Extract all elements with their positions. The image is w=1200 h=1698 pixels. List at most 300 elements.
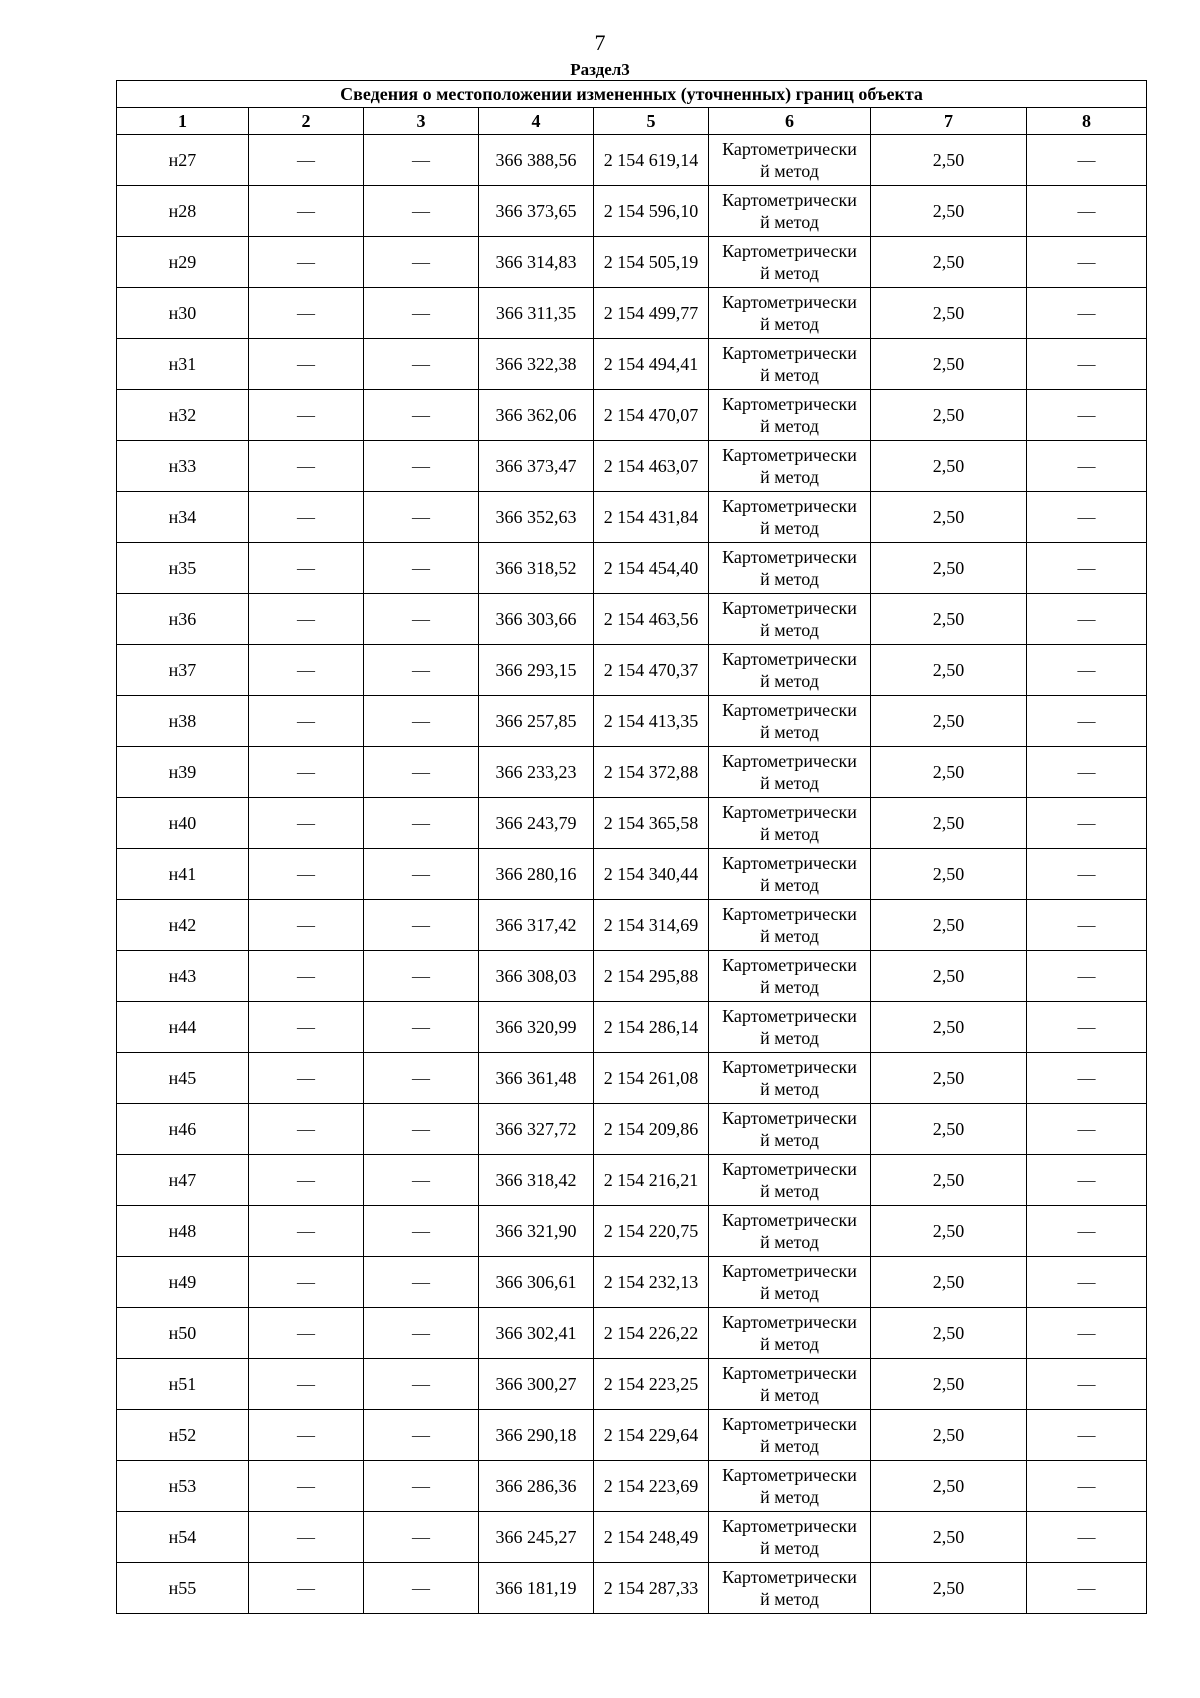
empty-dash-cell: — [1027, 951, 1147, 1002]
point-name-cell: н43 [117, 951, 249, 1002]
table-caption-row [117, 81, 1147, 108]
method-text-line-2: й метод [760, 926, 819, 946]
empty-dash-cell: — [249, 543, 364, 594]
method-cell [709, 543, 871, 594]
empty-dash-cell: — [364, 1155, 479, 1206]
empty-dash-cell: — [364, 186, 479, 237]
method-cell [709, 1155, 871, 1206]
point-name-cell: н46 [117, 1104, 249, 1155]
point-name-cell: н39 [117, 747, 249, 798]
empty-dash-cell: — [364, 1053, 479, 1104]
x-coordinate-cell: 366 257,85 [479, 696, 594, 747]
method-text-line-2: й метод [760, 1232, 819, 1252]
precision-cell: 2,50 [871, 441, 1027, 492]
empty-dash-cell: — [364, 1563, 479, 1614]
empty-dash-cell: — [249, 798, 364, 849]
x-coordinate-cell: 366 388,56 [479, 135, 594, 186]
table-caption: Сведения о местоположении измененных (уточненных) границ объекта [117, 81, 1147, 108]
method-cell [709, 849, 871, 900]
x-coordinate-cell: 366 293,15 [479, 645, 594, 696]
method-text-line-1: Картометрически [722, 1057, 857, 1077]
point-name-cell: н27 [117, 135, 249, 186]
x-coordinate-cell: 366 280,16 [479, 849, 594, 900]
y-coordinate-cell: 2 154 286,14 [594, 1002, 709, 1053]
method-text-line-2: й метод [760, 1181, 819, 1201]
empty-dash-cell: — [249, 1155, 364, 1206]
empty-dash-cell: — [1027, 645, 1147, 696]
method-text-line-2: й метод [760, 1130, 819, 1150]
method-text-line-1: Картометрически [722, 1108, 857, 1128]
table-row [117, 390, 1147, 441]
empty-dash-cell: — [1027, 594, 1147, 645]
empty-dash-cell: — [364, 1461, 479, 1512]
table-row [117, 441, 1147, 492]
y-coordinate-cell: 2 154 619,14 [594, 135, 709, 186]
point-name-cell: н44 [117, 1002, 249, 1053]
table-row [117, 951, 1147, 1002]
table-row [117, 1257, 1147, 1308]
empty-dash-cell: — [1027, 339, 1147, 390]
method-text-line-1: Картометрически [722, 1159, 857, 1179]
y-coordinate-cell: 2 154 454,40 [594, 543, 709, 594]
y-coordinate-cell: 2 154 470,37 [594, 645, 709, 696]
empty-dash-cell: — [249, 441, 364, 492]
x-coordinate-cell: 366 373,47 [479, 441, 594, 492]
y-coordinate-cell: 2 154 340,44 [594, 849, 709, 900]
column-number: 1 [117, 108, 249, 135]
precision-cell: 2,50 [871, 1461, 1027, 1512]
empty-dash-cell: — [249, 1410, 364, 1461]
method-text-line-1: Картометрически [722, 1363, 857, 1383]
empty-dash-cell: — [249, 900, 364, 951]
y-coordinate-cell: 2 154 209,86 [594, 1104, 709, 1155]
column-number: 8 [1027, 108, 1147, 135]
method-text-line-1: Картометрически [722, 1210, 857, 1230]
empty-dash-cell: — [249, 135, 364, 186]
point-name-cell: н34 [117, 492, 249, 543]
table-row [117, 492, 1147, 543]
table-row [117, 1410, 1147, 1461]
point-name-cell: н37 [117, 645, 249, 696]
table-row [117, 645, 1147, 696]
method-text-line-2: й метод [760, 671, 819, 691]
point-name-cell: н35 [117, 543, 249, 594]
point-name-cell: н54 [117, 1512, 249, 1563]
x-coordinate-cell: 366 327,72 [479, 1104, 594, 1155]
y-coordinate-cell: 2 154 431,84 [594, 492, 709, 543]
method-text-line-1: Картометрически [722, 1261, 857, 1281]
empty-dash-cell: — [249, 1308, 364, 1359]
empty-dash-cell: — [1027, 849, 1147, 900]
empty-dash-cell: — [1027, 1155, 1147, 1206]
method-cell [709, 798, 871, 849]
method-text-line-2: й метод [760, 569, 819, 589]
empty-dash-cell: — [364, 696, 479, 747]
precision-cell: 2,50 [871, 747, 1027, 798]
column-number: 3 [364, 108, 479, 135]
precision-cell: 2,50 [871, 696, 1027, 747]
precision-cell: 2,50 [871, 492, 1027, 543]
empty-dash-cell: — [1027, 1410, 1147, 1461]
precision-cell: 2,50 [871, 288, 1027, 339]
x-coordinate-cell: 366 373,65 [479, 186, 594, 237]
precision-cell: 2,50 [871, 1257, 1027, 1308]
method-text-line-1: Картометрически [722, 547, 857, 567]
empty-dash-cell: — [1027, 696, 1147, 747]
x-coordinate-cell: 366 233,23 [479, 747, 594, 798]
y-coordinate-cell: 2 154 287,33 [594, 1563, 709, 1614]
table-row [117, 1359, 1147, 1410]
method-text-line-1: Картометрически [722, 139, 857, 159]
point-name-cell: н50 [117, 1308, 249, 1359]
precision-cell: 2,50 [871, 645, 1027, 696]
method-text-line-2: й метод [760, 1538, 819, 1558]
point-name-cell: н29 [117, 237, 249, 288]
empty-dash-cell: — [1027, 1563, 1147, 1614]
table-row [117, 696, 1147, 747]
method-cell [709, 1410, 871, 1461]
y-coordinate-cell: 2 154 499,77 [594, 288, 709, 339]
point-name-cell: н31 [117, 339, 249, 390]
y-coordinate-cell: 2 154 261,08 [594, 1053, 709, 1104]
empty-dash-cell: — [364, 1410, 479, 1461]
y-coordinate-cell: 2 154 223,69 [594, 1461, 709, 1512]
point-name-cell: н52 [117, 1410, 249, 1461]
method-text-line-1: Картометрически [722, 904, 857, 924]
empty-dash-cell: — [249, 747, 364, 798]
precision-cell: 2,50 [871, 339, 1027, 390]
empty-dash-cell: — [249, 951, 364, 1002]
precision-cell: 2,50 [871, 1563, 1027, 1614]
y-coordinate-cell: 2 154 463,56 [594, 594, 709, 645]
method-cell [709, 237, 871, 288]
method-cell [709, 1461, 871, 1512]
empty-dash-cell: — [364, 135, 479, 186]
point-name-cell: н41 [117, 849, 249, 900]
empty-dash-cell: — [1027, 543, 1147, 594]
method-cell [709, 492, 871, 543]
table-row [117, 1002, 1147, 1053]
point-name-cell: н40 [117, 798, 249, 849]
y-coordinate-cell: 2 154 216,21 [594, 1155, 709, 1206]
x-coordinate-cell: 366 245,27 [479, 1512, 594, 1563]
method-text-line-2: й метод [760, 824, 819, 844]
method-text-line-2: й метод [760, 1334, 819, 1354]
precision-cell: 2,50 [871, 1155, 1027, 1206]
x-coordinate-cell: 366 352,63 [479, 492, 594, 543]
empty-dash-cell: — [364, 645, 479, 696]
method-cell [709, 441, 871, 492]
table-row [117, 747, 1147, 798]
x-coordinate-cell: 366 303,66 [479, 594, 594, 645]
empty-dash-cell: — [249, 237, 364, 288]
table-row [117, 1308, 1147, 1359]
empty-dash-cell: — [249, 696, 364, 747]
x-coordinate-cell: 366 286,36 [479, 1461, 594, 1512]
x-coordinate-cell: 366 320,99 [479, 1002, 594, 1053]
point-name-cell: н33 [117, 441, 249, 492]
empty-dash-cell: — [1027, 1104, 1147, 1155]
x-coordinate-cell: 366 321,90 [479, 1206, 594, 1257]
y-coordinate-cell: 2 154 463,07 [594, 441, 709, 492]
method-text-line-2: й метод [760, 977, 819, 997]
empty-dash-cell: — [249, 1359, 364, 1410]
method-text-line-1: Картометрически [722, 802, 857, 822]
precision-cell: 2,50 [871, 1512, 1027, 1563]
empty-dash-cell: — [364, 288, 479, 339]
empty-dash-cell: — [364, 1512, 479, 1563]
page-number: 7 [594, 30, 606, 55]
empty-dash-cell: — [1027, 492, 1147, 543]
table-row [117, 594, 1147, 645]
precision-cell: 2,50 [871, 543, 1027, 594]
method-cell [709, 1053, 871, 1104]
empty-dash-cell: — [1027, 1257, 1147, 1308]
empty-dash-cell: — [249, 645, 364, 696]
table-row [117, 1155, 1147, 1206]
method-cell [709, 1308, 871, 1359]
method-text-line-2: й метод [760, 875, 819, 895]
empty-dash-cell: — [1027, 1461, 1147, 1512]
method-text-line-1: Картометрически [722, 292, 857, 312]
point-name-cell: н42 [117, 900, 249, 951]
empty-dash-cell: — [249, 1563, 364, 1614]
y-coordinate-cell: 2 154 596,10 [594, 186, 709, 237]
table-body [117, 135, 1147, 1614]
method-text-line-1: Картометрически [722, 649, 857, 669]
point-name-cell: н36 [117, 594, 249, 645]
table-row [117, 1206, 1147, 1257]
y-coordinate-cell: 2 154 229,64 [594, 1410, 709, 1461]
empty-dash-cell: — [1027, 747, 1147, 798]
method-cell [709, 696, 871, 747]
method-text-line-2: й метод [760, 212, 819, 232]
precision-cell: 2,50 [871, 594, 1027, 645]
method-text-line-2: й метод [760, 263, 819, 283]
empty-dash-cell: — [249, 849, 364, 900]
point-name-cell: н51 [117, 1359, 249, 1410]
method-text-line-2: й метод [760, 467, 819, 487]
empty-dash-cell: — [364, 594, 479, 645]
x-coordinate-cell: 366 302,41 [479, 1308, 594, 1359]
y-coordinate-cell: 2 154 295,88 [594, 951, 709, 1002]
empty-dash-cell: — [1027, 1308, 1147, 1359]
table-row [117, 1512, 1147, 1563]
y-coordinate-cell: 2 154 365,58 [594, 798, 709, 849]
method-cell [709, 645, 871, 696]
precision-cell: 2,50 [871, 390, 1027, 441]
y-coordinate-cell: 2 154 372,88 [594, 747, 709, 798]
x-coordinate-cell: 366 311,35 [479, 288, 594, 339]
table-row [117, 1461, 1147, 1512]
empty-dash-cell: — [364, 951, 479, 1002]
empty-dash-cell: — [1027, 288, 1147, 339]
point-name-cell: н47 [117, 1155, 249, 1206]
empty-dash-cell: — [364, 339, 479, 390]
empty-dash-cell: — [1027, 390, 1147, 441]
empty-dash-cell: — [364, 900, 479, 951]
empty-dash-cell: — [364, 747, 479, 798]
x-coordinate-cell: 366 290,18 [479, 1410, 594, 1461]
precision-cell: 2,50 [871, 900, 1027, 951]
method-text-line-2: й метод [760, 1436, 819, 1456]
method-text-line-1: Картометрически [722, 241, 857, 261]
y-coordinate-cell: 2 154 505,19 [594, 237, 709, 288]
empty-dash-cell: — [249, 339, 364, 390]
column-number: 6 [709, 108, 871, 135]
method-cell [709, 186, 871, 237]
method-cell [709, 951, 871, 1002]
method-text-line-1: Картометрически [722, 394, 857, 414]
precision-cell: 2,50 [871, 186, 1027, 237]
y-coordinate-cell: 2 154 226,22 [594, 1308, 709, 1359]
table-row [117, 1053, 1147, 1104]
y-coordinate-cell: 2 154 494,41 [594, 339, 709, 390]
x-coordinate-cell: 366 317,42 [479, 900, 594, 951]
empty-dash-cell: — [249, 492, 364, 543]
method-text-line-1: Картометрически [722, 598, 857, 618]
boundary-coordinates-table [116, 80, 1147, 1614]
method-text-line-2: й метод [760, 1283, 819, 1303]
method-text-line-1: Картометрически [722, 751, 857, 771]
empty-dash-cell: — [364, 1002, 479, 1053]
point-name-cell: н53 [117, 1461, 249, 1512]
empty-dash-cell: — [249, 1053, 364, 1104]
point-name-cell: н55 [117, 1563, 249, 1614]
method-cell [709, 900, 871, 951]
method-cell [709, 390, 871, 441]
method-text-line-1: Картометрически [722, 343, 857, 363]
point-name-cell: н45 [117, 1053, 249, 1104]
table-row [117, 1104, 1147, 1155]
empty-dash-cell: — [1027, 1512, 1147, 1563]
method-text-line-1: Картометрически [722, 1567, 857, 1587]
x-coordinate-cell: 366 362,06 [479, 390, 594, 441]
method-text-line-1: Картометрически [722, 955, 857, 975]
method-text-line-2: й метод [760, 1487, 819, 1507]
empty-dash-cell: — [364, 543, 479, 594]
empty-dash-cell: — [249, 1002, 364, 1053]
method-text-line-2: й метод [760, 161, 819, 181]
x-coordinate-cell: 366 181,19 [479, 1563, 594, 1614]
method-text-line-1: Картометрически [722, 853, 857, 873]
empty-dash-cell: — [364, 849, 479, 900]
method-cell [709, 1206, 871, 1257]
method-text-line-2: й метод [760, 1079, 819, 1099]
precision-cell: 2,50 [871, 237, 1027, 288]
method-cell [709, 1563, 871, 1614]
empty-dash-cell: — [1027, 798, 1147, 849]
method-cell [709, 135, 871, 186]
empty-dash-cell: — [1027, 900, 1147, 951]
x-coordinate-cell: 366 306,61 [479, 1257, 594, 1308]
precision-cell: 2,50 [871, 798, 1027, 849]
method-cell [709, 1359, 871, 1410]
y-coordinate-cell: 2 154 413,35 [594, 696, 709, 747]
empty-dash-cell: — [249, 594, 364, 645]
empty-dash-cell: — [1027, 441, 1147, 492]
table-row [117, 186, 1147, 237]
empty-dash-cell: — [364, 390, 479, 441]
empty-dash-cell: — [249, 1206, 364, 1257]
empty-dash-cell: — [1027, 237, 1147, 288]
point-name-cell: н48 [117, 1206, 249, 1257]
method-cell [709, 594, 871, 645]
method-text-line-2: й метод [760, 1589, 819, 1609]
point-name-cell: н32 [117, 390, 249, 441]
method-text-line-2: й метод [760, 722, 819, 742]
precision-cell: 2,50 [871, 1053, 1027, 1104]
empty-dash-cell: — [364, 1104, 479, 1155]
empty-dash-cell: — [364, 441, 479, 492]
empty-dash-cell: — [249, 1512, 364, 1563]
table-row [117, 849, 1147, 900]
method-text-line-2: й метод [760, 620, 819, 640]
column-number: 7 [871, 108, 1027, 135]
y-coordinate-cell: 2 154 232,13 [594, 1257, 709, 1308]
method-cell [709, 339, 871, 390]
empty-dash-cell: — [249, 186, 364, 237]
method-text-line-1: Картометрически [722, 1516, 857, 1536]
precision-cell: 2,50 [871, 1410, 1027, 1461]
table-row [117, 798, 1147, 849]
empty-dash-cell: — [364, 1257, 479, 1308]
empty-dash-cell: — [249, 1257, 364, 1308]
column-number: 4 [479, 108, 594, 135]
y-coordinate-cell: 2 154 470,07 [594, 390, 709, 441]
empty-dash-cell: — [249, 390, 364, 441]
point-name-cell: н38 [117, 696, 249, 747]
point-name-cell: н49 [117, 1257, 249, 1308]
method-text-line-1: Картометрически [722, 496, 857, 516]
y-coordinate-cell: 2 154 223,25 [594, 1359, 709, 1410]
method-cell [709, 1512, 871, 1563]
column-number: 2 [249, 108, 364, 135]
table-row [117, 1563, 1147, 1614]
precision-cell: 2,50 [871, 1206, 1027, 1257]
method-text-line-2: й метод [760, 365, 819, 385]
method-text-line-1: Картометрически [722, 190, 857, 210]
method-text-line-1: Картометрически [722, 445, 857, 465]
table-row [117, 900, 1147, 951]
method-text-line-1: Картометрически [722, 1312, 857, 1332]
x-coordinate-cell: 366 308,03 [479, 951, 594, 1002]
table-row [117, 237, 1147, 288]
empty-dash-cell: — [1027, 186, 1147, 237]
method-text-line-2: й метод [760, 518, 819, 538]
method-text-line-1: Картометрически [722, 1465, 857, 1485]
method-text-line-2: й метод [760, 773, 819, 793]
table-row [117, 135, 1147, 186]
table-row [117, 288, 1147, 339]
method-cell [709, 288, 871, 339]
method-text-line-2: й метод [760, 416, 819, 436]
x-coordinate-cell: 366 300,27 [479, 1359, 594, 1410]
point-name-cell: н30 [117, 288, 249, 339]
y-coordinate-cell: 2 154 314,69 [594, 900, 709, 951]
x-coordinate-cell: 366 318,42 [479, 1155, 594, 1206]
y-coordinate-cell: 2 154 220,75 [594, 1206, 709, 1257]
method-cell [709, 747, 871, 798]
column-number: 5 [594, 108, 709, 135]
method-text-line-2: й метод [760, 314, 819, 334]
empty-dash-cell: — [364, 492, 479, 543]
x-coordinate-cell: 366 322,38 [479, 339, 594, 390]
precision-cell: 2,50 [871, 1308, 1027, 1359]
method-text-line-1: Картометрически [722, 700, 857, 720]
empty-dash-cell: — [364, 1308, 479, 1359]
empty-dash-cell: — [364, 798, 479, 849]
